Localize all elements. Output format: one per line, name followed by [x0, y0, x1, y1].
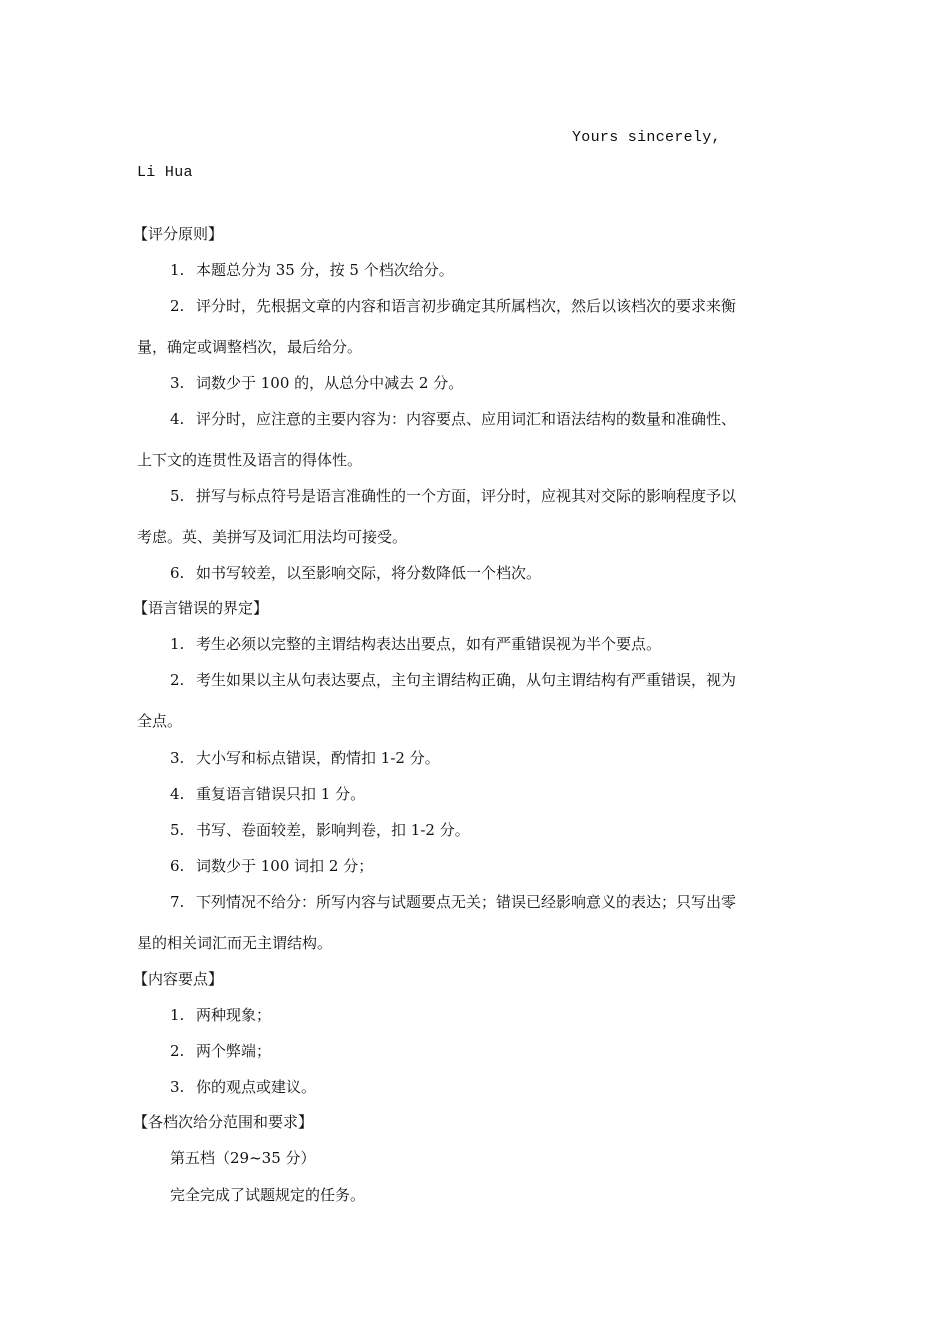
item-text: 两种现象； [196, 1006, 272, 1024]
list-item [170, 409, 736, 429]
item-number: 1. [170, 1006, 185, 1024]
item-text: 评分时，应注意的主要内容为：内容要点、应用词汇和语法结构的数量和准确性、 [196, 410, 737, 428]
item-number: 1. [170, 635, 185, 653]
list-item [170, 670, 736, 690]
item-number: 5. [170, 821, 185, 839]
item-number: 4. [170, 785, 185, 803]
item-text: 两个弊端； [196, 1042, 272, 1060]
item-continuation: 星的相关词汇而无主谓结构。 [137, 934, 333, 952]
item-number: 7. [170, 893, 185, 911]
section-heading-content-points: 【内容要点】 [133, 970, 224, 988]
item-text: 词数少于 100 词扣 2 分； [196, 857, 374, 875]
list-item [170, 784, 365, 804]
item-text: 拼写与标点符号是语言准确性的一个方面，评分时，应视其对交际的影响程度予以 [196, 487, 737, 505]
item-number: 3. [170, 1078, 185, 1096]
list-item [170, 892, 736, 912]
item-continuation: 考虑。英、美拼写及词汇用法均可接受。 [137, 528, 408, 546]
item-text: 下列情况不给分：所写内容与试题要点无关；错误已经影响意义的表达；只写出零 [196, 893, 737, 911]
item-text: 考生如果以主从句表达要点，主句主谓结构正确，从句主谓结构有严重错误，视为 [196, 671, 737, 689]
item-continuation: 量，确定或调整档次，最后给分。 [137, 338, 363, 356]
item-text: 书写、卷面较差，影响判卷，扣 1-2 分。 [196, 821, 470, 839]
list-item [170, 260, 454, 280]
sign-off: Yours sincerely, [572, 129, 721, 146]
list-item [170, 1005, 271, 1025]
item-text: 考生必须以完整的主谓结构表达出要点，如有严重错误视为半个要点。 [196, 635, 662, 653]
list-item [170, 296, 736, 316]
item-text: 词数少于 100 的，从总分中减去 2 分。 [196, 374, 464, 392]
item-number: 4. [170, 410, 185, 428]
item-number: 2. [170, 1042, 185, 1060]
item-number: 1. [170, 261, 185, 279]
section-heading-scoring: 【评分原则】 [133, 225, 224, 243]
list-item [170, 1041, 271, 1061]
section-heading-language-errors: 【语言错误的界定】 [133, 599, 269, 617]
item-number: 6. [170, 564, 185, 582]
list-item [170, 856, 373, 876]
item-continuation: 上下文的连贯性及语言的得体性。 [137, 451, 363, 469]
item-continuation: 全点。 [137, 712, 183, 730]
list-item [170, 1077, 316, 1097]
item-number: 5. [170, 487, 185, 505]
item-number: 2. [170, 671, 185, 689]
item-text: 如书写较差，以至影响交际，将分数降低一个档次。 [196, 564, 542, 582]
list-item [170, 486, 736, 506]
level-title: 第五档（29~35 分） [170, 1149, 316, 1167]
item-number: 3. [170, 374, 185, 392]
item-text: 你的观点或建议。 [196, 1078, 317, 1096]
item-number: 2. [170, 297, 185, 315]
list-item [170, 820, 470, 840]
signature-name: Li Hua [137, 164, 193, 181]
section-heading-grade-levels: 【各档次给分范围和要求】 [133, 1113, 314, 1131]
level-description: 完全完成了试题规定的任务。 [170, 1186, 366, 1204]
list-item [170, 634, 661, 654]
item-text: 本题总分为 35 分，按 5 个档次给分。 [196, 261, 454, 279]
item-number: 3. [170, 749, 185, 767]
list-item [170, 373, 463, 393]
list-item [170, 563, 541, 583]
item-text: 重复语言错误只扣 1 分。 [196, 785, 366, 803]
item-text: 大小写和标点错误，酌情扣 1-2 分。 [196, 749, 440, 767]
item-number: 6. [170, 857, 185, 875]
list-item [170, 748, 440, 768]
item-text: 评分时，先根据文章的内容和语言初步确定其所属档次，然后以该档次的要求来衡 [196, 297, 737, 315]
